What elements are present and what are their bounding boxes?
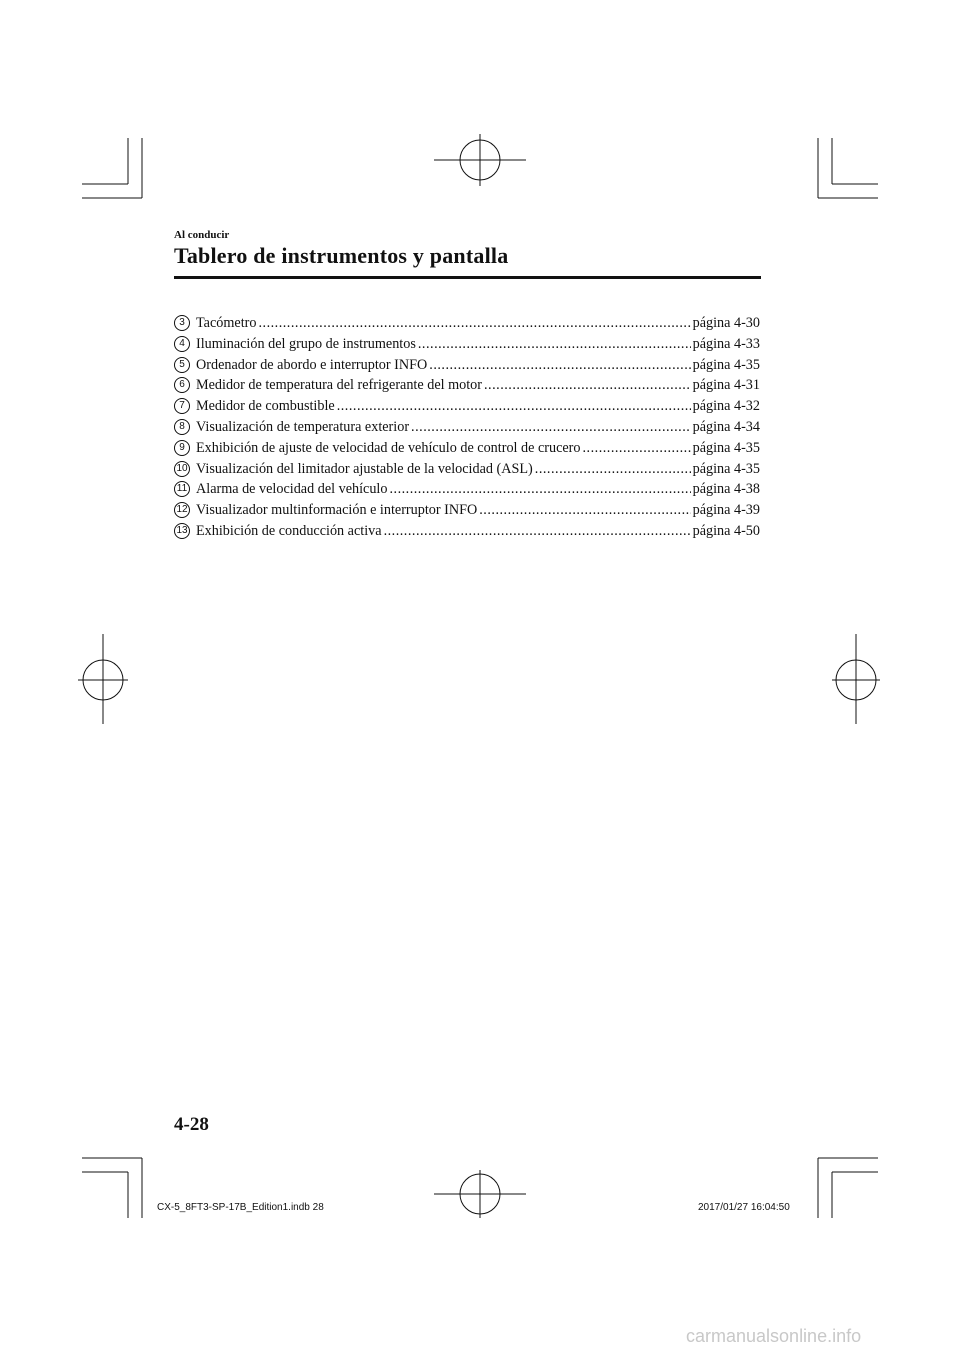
toc-item-label: Medidor de combustible	[196, 398, 335, 415]
toc-item	[174, 440, 760, 461]
toc-item-page: página 4-38	[692, 481, 760, 498]
item-number-badge: 8	[174, 419, 190, 435]
item-number-badge: 12	[174, 502, 190, 518]
leader-dots	[258, 315, 690, 332]
toc-item-page: página 4-35	[692, 439, 760, 456]
toc-item-label: Iluminación del grupo de instrumentos	[196, 335, 416, 352]
toc-item-page: página 4-32	[692, 398, 760, 415]
item-number-badge: 7	[174, 398, 190, 414]
toc-list	[174, 315, 760, 544]
page-title: Tablero de instrumentos y pantalla	[174, 243, 509, 268]
toc-item-label: Medidor de temperatura del refrigerante del motor	[196, 377, 482, 394]
watermark: carmanualsonline.info	[686, 1326, 862, 1346]
toc-item-page: página 4-39	[692, 502, 760, 519]
section-label: Al conducir	[174, 229, 230, 241]
leader-dots	[429, 357, 690, 374]
toc-item-page: página 4-30	[692, 315, 760, 331]
leader-dots	[389, 481, 690, 498]
page-number: 4-28	[174, 1114, 209, 1135]
leader-dots	[411, 419, 691, 436]
toc-item	[174, 377, 760, 398]
toc-item	[174, 481, 760, 502]
toc-item-label: Visualización del limitador ajustable de la velocidad (ASL)	[196, 460, 533, 477]
toc-item-page: página 4-35	[692, 460, 760, 477]
item-number-badge: 9	[174, 440, 190, 456]
leader-dots	[479, 502, 690, 519]
toc-item	[174, 336, 760, 357]
toc-item-label: Visualizador multinformación e interruptor INFO	[196, 502, 478, 519]
leader-dots	[384, 523, 691, 540]
toc-item	[174, 523, 760, 544]
leader-dots	[583, 440, 691, 457]
toc-item-label: Exhibición de ajuste de velocidad de vehículo de control de crucero	[196, 439, 581, 456]
toc-item-page: página 4-35	[692, 356, 760, 373]
toc-item-label: Exhibición de conducción activa	[196, 522, 382, 539]
item-number-badge: 3	[174, 315, 190, 331]
leader-dots	[418, 336, 691, 353]
toc-item	[174, 502, 760, 523]
item-number-badge: 6	[174, 377, 190, 393]
item-number-badge: 5	[174, 357, 190, 373]
toc-item	[174, 461, 760, 482]
toc-item	[174, 357, 760, 378]
toc-item-label: Tacómetro	[196, 315, 257, 331]
footer-file-name: CX-5_8FT3-SP-17B_Edition1.indb 28	[157, 1202, 324, 1213]
toc-item-label: Ordenador de abordo e interruptor INFO	[196, 356, 428, 373]
item-number-badge: 10	[174, 461, 190, 477]
toc-item-page: página 4-50	[692, 522, 760, 539]
toc-item	[174, 419, 760, 440]
item-number-badge: 4	[174, 336, 190, 352]
item-number-badge: 13	[174, 523, 190, 539]
leader-dots	[535, 461, 691, 478]
title-rule	[174, 276, 761, 279]
item-number-badge: 11	[174, 481, 190, 497]
toc-item-label: Visualización de temperatura exterior	[196, 418, 410, 435]
toc-item	[174, 315, 760, 336]
toc-item	[174, 398, 760, 419]
toc-item-page: página 4-33	[692, 335, 760, 352]
footer-timestamp: 2017/01/27 16:04:50	[698, 1202, 790, 1213]
leader-dots	[337, 398, 691, 415]
toc-item-label: Alarma de velocidad del vehículo	[196, 481, 388, 498]
toc-item-page: página 4-31	[692, 377, 760, 394]
toc-item-page: página 4-34	[692, 418, 760, 435]
leader-dots	[484, 377, 691, 394]
